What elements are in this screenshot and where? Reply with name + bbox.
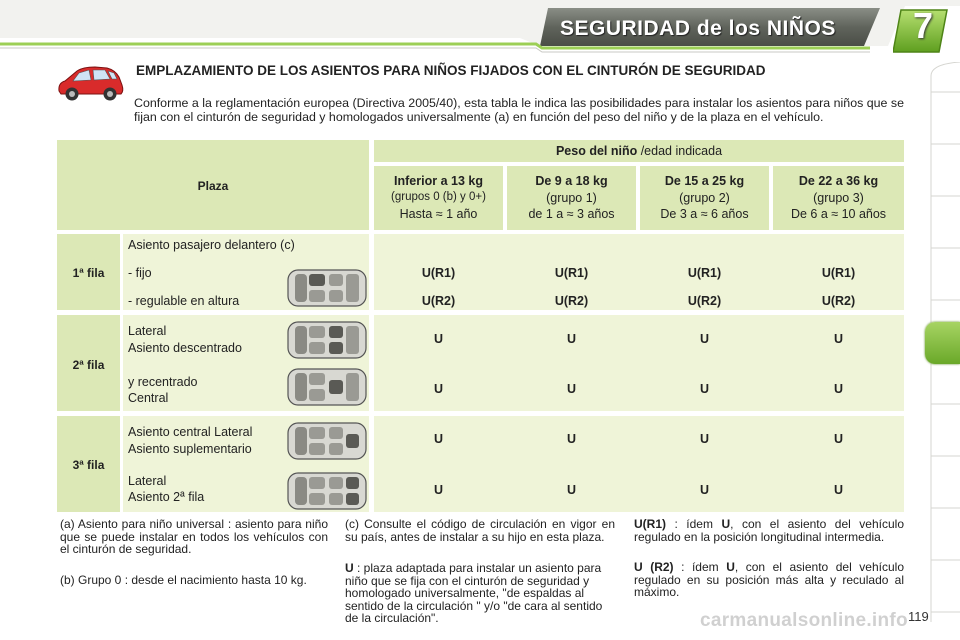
row-line: Lateral [128, 474, 167, 488]
weight-header-rest: /edad indicada [637, 144, 723, 158]
value-cell: U [833, 382, 844, 396]
row-line: Lateral [128, 324, 167, 338]
value-cell: U(R1) [421, 266, 456, 280]
footnote-r1 [634, 518, 904, 543]
value-cell: U [433, 382, 444, 396]
row-label: 1ª fila [72, 266, 105, 280]
row-line: Asiento central Lateral [128, 425, 253, 439]
page-number: 119 [908, 609, 929, 624]
footnote-c: (c) Consulte el código de circulación en vigor en su país, antes de instalar a su hijo en esta plaza. [345, 517, 615, 544]
car-icon [55, 63, 125, 103]
footnote-u-term: U [345, 561, 354, 575]
value-cell: U [699, 483, 710, 497]
column-group: (grupo 3) [813, 191, 864, 205]
footnote-a: (a) Asiento para niño universal : asiento para niño que se puede instalar en todos los vehículos con el cinturón de seguridad. [60, 517, 328, 557]
column-age: De 6 a ≈ 10 años [790, 207, 887, 221]
footnote-r1-u: U [721, 517, 731, 531]
weight-header-bold: Peso del niño [555, 144, 638, 158]
weight-header [374, 144, 904, 158]
row-line: Asiento pasajero delantero (c) [128, 238, 295, 252]
value-cell: U(R1) [554, 266, 589, 280]
footnote-r1-text-a: : ídem [666, 517, 722, 531]
chapter-number: 7 [912, 5, 934, 46]
value-cell: U(R1) [687, 266, 722, 280]
value-cell: U [433, 332, 444, 346]
row-values-cell [374, 315, 904, 411]
value-cell: U [833, 332, 844, 346]
section-heading: EMPLAZAMIENTO DE LOS ASIENTOS PARA NIÑOS FIJADOS CON EL CINTURÓN DE SEGURIDAD [136, 63, 766, 78]
row-line: - fijo [128, 266, 152, 280]
footnote-r2 [634, 561, 904, 599]
value-cell: U(R2) [554, 294, 589, 308]
seat-diagram-icon [287, 472, 367, 510]
value-cell: U [699, 432, 710, 446]
column-age: de 1 a ≈ 3 años [528, 207, 615, 221]
column-group: (grupo 1) [546, 191, 597, 205]
row-label: 3ª fila [72, 458, 105, 472]
value-cell: U [699, 382, 710, 396]
row-line: Asiento 2ª fila [128, 490, 205, 504]
footnote-b: (b) Grupo 0 : desde el nacimiento hasta 10 kg. [60, 573, 307, 587]
footnote-r1-text-b: , con el asiento del vehículo regulado en la posición longitudinal intermedia. [634, 517, 904, 544]
value-cell: U(R2) [421, 294, 456, 308]
column-age: Hasta ≈ 1 año [399, 207, 478, 221]
value-cell: U [433, 483, 444, 497]
column-weight: De 15 a 25 kg [664, 174, 745, 188]
footnote-r2-term: U (R2) [634, 560, 674, 574]
value-cell: U(R2) [821, 294, 856, 308]
footnote-r1-term: U(R1) [634, 517, 666, 531]
column-group: (grupos 0 (b) y 0+) [391, 191, 486, 203]
value-cell: U(R1) [821, 266, 856, 280]
page-title: SEGURIDAD de los NIÑOS [560, 17, 836, 40]
footnote-r2-text-a: : ídem [673, 560, 727, 574]
plaza-header: Plaza [197, 179, 229, 193]
column-weight: De 9 a 18 kg [535, 174, 608, 188]
watermark: carmanualsonline.info [700, 610, 908, 631]
row-label: 2ª fila [72, 358, 105, 372]
row-line: y recentrado [128, 375, 198, 389]
value-cell: U [833, 483, 844, 497]
value-cell: U [433, 432, 444, 446]
seat-diagram-icon [287, 368, 367, 406]
footnote-u [345, 562, 615, 625]
seat-diagram-icon [287, 269, 367, 307]
column-group: (grupo 2) [679, 191, 730, 205]
value-cell: U(R2) [687, 294, 722, 308]
footnote-r2-u: U [726, 560, 735, 574]
seat-diagram-icon [287, 422, 367, 460]
row-line: Central [128, 391, 169, 405]
row-line: Asiento descentrado [128, 341, 242, 355]
tab-chapter-7[interactable] [925, 322, 960, 364]
value-cell: U [566, 432, 577, 446]
column-weight: Inferior a 13 kg [394, 174, 483, 188]
footnote-u-text: : plaza adaptada para instalar un asiento para niño que se fija con el cinturón de seguridad y homologado universalmente, "de espaldas al sentido de la circulación " y/o "de cara al sentido de la circulación". [345, 561, 603, 626]
value-cell: U [566, 332, 577, 346]
seat-diagram-icon [287, 321, 367, 359]
value-cell: U [699, 332, 710, 346]
row-values-cell [374, 416, 904, 512]
column-age: De 3 a ≈ 6 años [660, 207, 749, 221]
footnote-r2-text-b: , con el asiento del vehículo regulado en su posición más alta y reculado al máximo. [634, 560, 904, 600]
value-cell: U [833, 432, 844, 446]
row-line: Asiento suplementario [128, 442, 252, 456]
row-line: - regulable en altura [128, 294, 240, 308]
column-weight: De 22 a 36 kg [798, 174, 879, 188]
value-cell: U [566, 382, 577, 396]
value-cell: U [566, 483, 577, 497]
section-intro: Conforme a la reglamentación europea (Directiva 2005/40), esta tabla le indica las posibilidades para instalar los asientos para niños que se fijan con el cinturón de seguridad y homologados universalmente (a) en función del peso del niño y de la plaza en el vehículo. [134, 96, 904, 124]
